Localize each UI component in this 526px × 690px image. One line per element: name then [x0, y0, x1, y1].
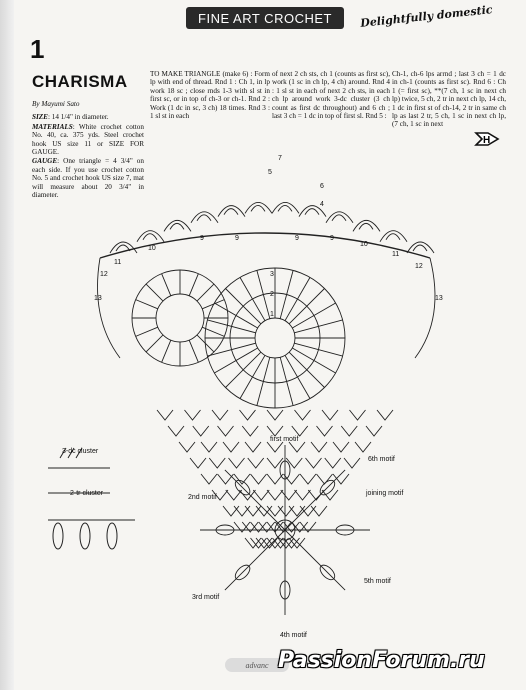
lattice-loop [212, 410, 228, 420]
lattice-loop [366, 426, 382, 436]
pattern-title: CHARISMA [32, 72, 128, 91]
scallop-inner [170, 223, 184, 229]
cluster-legend [48, 448, 135, 549]
lattice-loop [259, 522, 275, 532]
scallop-inner [305, 209, 319, 215]
size-spec [32, 113, 144, 121]
page-footer: advanc [225, 658, 289, 672]
scallop-loop [272, 202, 299, 213]
lattice-loop [201, 442, 217, 452]
row-number: 12 [415, 263, 423, 270]
lattice-loop [193, 426, 209, 436]
lattice-loop [190, 458, 206, 468]
lattice-loop [179, 442, 195, 452]
motif-spoke [162, 340, 171, 362]
star-ray [225, 530, 285, 590]
lattice-loop [245, 442, 261, 452]
lattice-loop [267, 410, 283, 420]
row-number: 2 [270, 291, 274, 298]
lattice-loop [267, 490, 283, 500]
lattice-loop [253, 490, 269, 500]
row-number: 11 [392, 251, 400, 258]
label-second-motif: 2nd motif [188, 494, 217, 501]
lattice-loop [242, 426, 258, 436]
star-ray [285, 470, 345, 530]
lattice-loop [234, 522, 250, 532]
lattice-loop [325, 458, 341, 468]
lattice-loop [256, 538, 272, 548]
lattice-loop [355, 442, 371, 452]
motif-spoke [162, 274, 171, 296]
scallop-inner [278, 205, 292, 211]
scallop-inner [143, 234, 157, 240]
lattice-loop [295, 490, 311, 500]
continue-arrow-icon [474, 130, 500, 148]
lattice-loop [333, 442, 349, 452]
pattern-number: 1 [30, 34, 45, 64]
lattice-loop [229, 458, 245, 468]
scallop-loop [407, 242, 434, 253]
scallop-inner [332, 215, 346, 221]
lattice-loop [234, 506, 250, 516]
author-line: By Mayumi Sato [32, 100, 80, 108]
row-number: 9 [295, 235, 299, 242]
lattice-loop [245, 506, 261, 516]
size-label: SIZE [32, 113, 48, 122]
lattice-loop [251, 522, 267, 532]
lattice-loop [311, 442, 327, 452]
lattice-loop [300, 474, 316, 484]
lattice-loop [248, 458, 264, 468]
lattice-loop [267, 442, 283, 452]
scallop-loop [137, 231, 164, 242]
lattice-loop [377, 410, 393, 420]
lattice-loop [251, 474, 267, 484]
lattice-loop [289, 538, 305, 548]
row-number: 4 [320, 201, 324, 208]
lattice-loop [341, 426, 357, 436]
lattice-loop [251, 538, 267, 548]
lattice-loop [234, 474, 250, 484]
radial-spokes [132, 268, 345, 408]
instructions-column-3: Ch-1, ch-6 lps arrnd ; last 3 ch = 1 dc in ch-1 (counts as first sc). Rnd 6 : Ch 1 (= first sc), **(7 ch, 1 sc in next ch lp) twice, 5 ch, 2 tr in next ch lp, 14 ch, 1 dc in first st of ch-14, 2 tr in same ch lp as last 2 tr, 5 ch, 1 sc in next ch lp, (7 ch, 1 sc in next [392, 70, 506, 129]
lattice-loop [322, 410, 338, 420]
lattice-loop [245, 538, 261, 548]
row-number: 10 [360, 241, 368, 248]
instructions-column-2: of next 2 ch sts, ch 1 (counts as first sc), work (1 sc in ch lp, 4 ch) around. Rnd 4 : 1 sl st in each of next 2 ch sts, in each ch lp around work 3-dc cluster (3 ch count as first dc throughout) and 6 ch ; last 3 ch = 1 dc in top of first sl. Rnd 5 : [272, 70, 390, 121]
label-first-motif: first motif [270, 436, 299, 443]
row-number: 13 [435, 295, 443, 302]
lattice-loop [223, 442, 239, 452]
size-value: : 14 1/4" in diameter. [47, 113, 109, 122]
row-number: 3 [270, 271, 274, 278]
motif-spoke [197, 284, 214, 301]
crochet-chart-diagram [30, 148, 500, 648]
lattice-loop [278, 506, 294, 516]
row-number: 9 [330, 235, 334, 242]
row-number: 7 [278, 155, 282, 162]
watermark-text: PassionForum.ru [278, 648, 485, 673]
first-motif-center [255, 318, 295, 358]
motif-spoke [189, 274, 198, 296]
second-motif-center [156, 294, 204, 342]
right-edge [415, 258, 435, 358]
row-number: 10 [148, 245, 156, 252]
row-number: 12 [100, 271, 108, 278]
lattice-loop [157, 410, 173, 420]
lattice-loop [317, 426, 333, 436]
scallop-loop [164, 220, 191, 231]
lattice-loop [223, 506, 239, 516]
scallop-inner [197, 215, 211, 221]
scallop-inner [359, 223, 373, 229]
label-sixth-motif: 6th motif [368, 456, 395, 463]
lattice-loop [344, 458, 360, 468]
label-3dc-cluster: 3-dc cluster [62, 448, 99, 455]
lattice-loop [295, 410, 311, 420]
lattice-loop [185, 410, 201, 420]
lattice-loop [201, 474, 217, 484]
header-tagline: Delightfully domestic [359, 3, 494, 30]
row-number: 6 [320, 183, 324, 190]
lattice-loop [209, 458, 225, 468]
gauge-label: GAUGE [32, 157, 58, 166]
scallop-loop [218, 206, 245, 217]
gauge-value: : One triangle = 4 3/4" on each side. If you use crochet cotton No. 5 and crochet hook US size 7, mat will measure about 20 3/4" in diameter. [32, 157, 144, 200]
lattice-loop [218, 426, 234, 436]
scallop-loop [380, 231, 407, 242]
lattice-loop [306, 458, 322, 468]
lattice-loop [317, 474, 333, 484]
lattice-loop [240, 410, 256, 420]
row-number: 9 [235, 235, 239, 242]
lattice-loop [168, 426, 184, 436]
lattice-loop [267, 426, 283, 436]
lattice-loop [292, 426, 308, 436]
row-number: 9 [200, 235, 204, 242]
scallop-loop [326, 212, 353, 223]
label-fifth-motif: 5th motif [364, 578, 391, 585]
instructions-column-1: TO MAKE TRIANGLE (make 6) : Form lp with end of thread. Rnd 1 : Ch 1, in lp work 18 sc ; close rnds 1-3 with sl st in first sc, or in top of ch-3 or ch-1. Rnd 2 : Work (1 dc in sc, 3 ch) 18 times. Rnd 3 : 1 sl st in each [150, 70, 270, 121]
row-number: 5 [268, 169, 272, 176]
star-ray [285, 530, 345, 590]
motif-spoke [146, 335, 163, 352]
motif-spoke [146, 284, 163, 301]
label-2tr-cluster: 2-tr cluster [70, 490, 104, 497]
scallop-inner [251, 205, 265, 211]
label-fourth-motif: 4th motif [280, 632, 307, 639]
scallop-border [110, 202, 434, 253]
row-number: 1 [270, 311, 274, 318]
lattice-loop [350, 410, 366, 420]
lattice-loop [284, 538, 300, 548]
row-number: 13 [94, 295, 102, 302]
lattice-loop [300, 522, 316, 532]
page-binding-edge [0, 0, 14, 690]
scallop-loop [191, 212, 218, 223]
scallop-inner [224, 209, 238, 215]
label-joining-motif: joining motif [366, 490, 404, 497]
lattice-loop [311, 506, 327, 516]
lattice-loop [289, 506, 305, 516]
row-number: 11 [114, 259, 122, 266]
label-third-motif: 3rd motif [192, 594, 220, 601]
motif-spoke [136, 300, 158, 309]
scallop-inner [386, 234, 400, 240]
motif-spoke [189, 340, 198, 362]
scallop-inner [413, 245, 427, 251]
materials-value: : White crochet cotton No. 40, ca. 375 yds. Steel crochet hook US size 11 or SIZE FOR GAUGE. [32, 122, 144, 157]
motif-spoke [136, 327, 158, 336]
section-header: FINE ART CROCHET [186, 7, 344, 29]
lattice-loop [281, 490, 297, 500]
materials-label: MATERIALS [32, 122, 73, 131]
scallop-loop [353, 220, 380, 231]
lattice-loop [289, 442, 305, 452]
svg-text:H: H [483, 135, 491, 146]
scallop-loop [245, 202, 272, 213]
lattice-loop [242, 522, 258, 532]
joining-star [200, 445, 370, 615]
